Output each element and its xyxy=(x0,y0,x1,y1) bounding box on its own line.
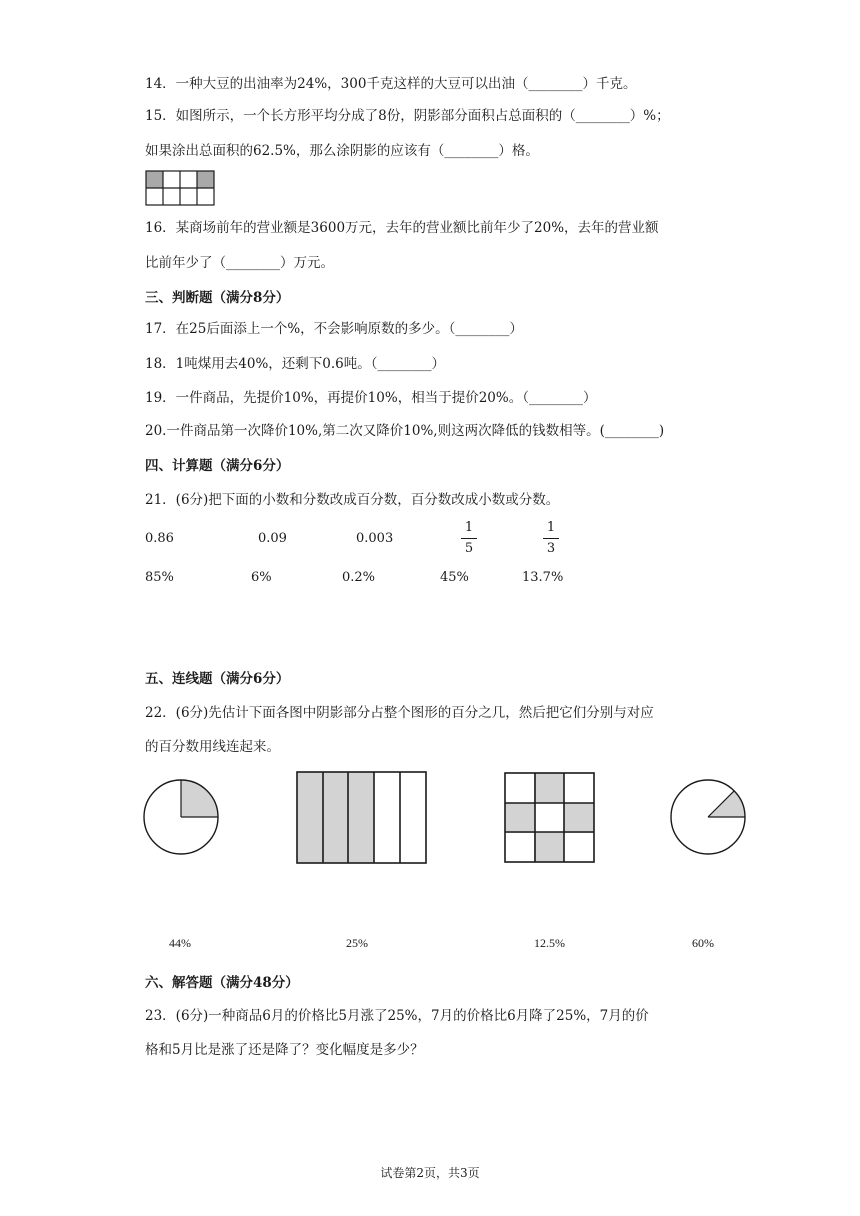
q21-percent-5: 13.7% xyxy=(522,570,564,585)
q21-fraction-2-numerator: 1 xyxy=(546,520,556,535)
q22-grid-figure xyxy=(504,772,596,864)
q21-fraction-2-denominator: 3 xyxy=(546,541,556,556)
question-14: 14．一种大豆的出油率为24%，300千克这样的大豆可以出油（________）千克。 xyxy=(145,76,637,92)
q21-fraction-1-denominator: 5 xyxy=(464,541,474,556)
question-20: 20.一件商品第一次降价10%,第二次又降价10%,则这两次降低的钱数相等。(________) xyxy=(145,423,665,439)
q15-grid-figure xyxy=(145,170,217,208)
q22-option-25: 25% xyxy=(346,936,368,950)
q22-rectangle-columns-figure xyxy=(296,771,428,865)
q21-percent-4: 45% xyxy=(440,570,469,585)
q22-rect-shaded-columns xyxy=(297,772,374,863)
question-22-line2: 的百分数用线连起来。 xyxy=(145,739,280,755)
question-21: 21．(6分)把下面的小数和分数改成百分数，百分数改成小数或分数。 xyxy=(145,492,560,508)
q22-circle-eighth-figure xyxy=(670,779,748,857)
section-5-title: 五、连线题（满分6分） xyxy=(145,671,290,687)
q21-fraction-2 xyxy=(543,520,559,557)
q21-percent-2: 6% xyxy=(251,570,272,585)
q22-option-12-5: 12.5% xyxy=(534,936,565,950)
q21-value-1: 0.86 xyxy=(145,531,174,546)
q22-grid-shaded-cells xyxy=(505,773,594,862)
q21-fraction-1 xyxy=(461,520,477,557)
q22-option-44: 44% xyxy=(169,936,191,950)
q21-value-2: 0.09 xyxy=(258,531,287,546)
question-15-line1: 15．如图所示，一个长方形平均分成了8份，阴影部分面积占总面积的（________）%； xyxy=(145,108,670,124)
q21-fraction-1-numerator: 1 xyxy=(464,520,474,535)
question-16-line1: 16．某商场前年的营业额是3600万元，去年的营业额比前年少了20%，去年的营业额 xyxy=(145,220,659,236)
question-18: 18．1吨煤用去40%，还剩下0.6吨。（________） xyxy=(145,356,445,372)
question-17: 17．在25后面添上一个%，不会影响原数的多少。（________） xyxy=(145,321,523,337)
question-23-line2: 格和5月比是涨了还是降了？变化幅度是多少？ xyxy=(145,1042,424,1058)
question-15-line2: 如果涂出总面积的62.5%，那么涂阴影的应该有（________）格。 xyxy=(145,143,539,159)
q21-value-3: 0.003 xyxy=(356,531,394,546)
page-footer: 试卷第2页，共3页 xyxy=(380,1166,480,1180)
section-3-title: 三、判断题（满分8分） xyxy=(145,290,290,306)
question-22-line1: 22．(6分)先估计下面各图中阴影部分占整个图形的百分之几，然后把它们分别与对应 xyxy=(145,705,654,721)
q21-percent-1: 85% xyxy=(145,570,174,585)
q22-circle-quarter-figure xyxy=(143,779,223,859)
q22-circle-eighth-shaded-sector xyxy=(708,791,745,817)
question-19: 19．一件商品，先提价10%，再提价10%，相当于提价20%。（________） xyxy=(145,390,597,406)
q15-cell-shaded-1 xyxy=(146,171,163,188)
q22-option-60: 60% xyxy=(692,936,714,950)
question-16-line2: 比前年少了（________）万元。 xyxy=(145,255,334,271)
question-23-line1: 23．(6分)一种商品6月的价格比5月涨了25%，7月的价格比6月降了25%，7月的价 xyxy=(145,1008,649,1024)
q15-cell-shaded-2 xyxy=(197,171,214,188)
section-4-title: 四、计算题（满分6分） xyxy=(145,458,290,474)
q21-percent-3: 0.2% xyxy=(342,570,376,585)
section-6-title: 六、解答题（满分48分） xyxy=(145,975,299,991)
